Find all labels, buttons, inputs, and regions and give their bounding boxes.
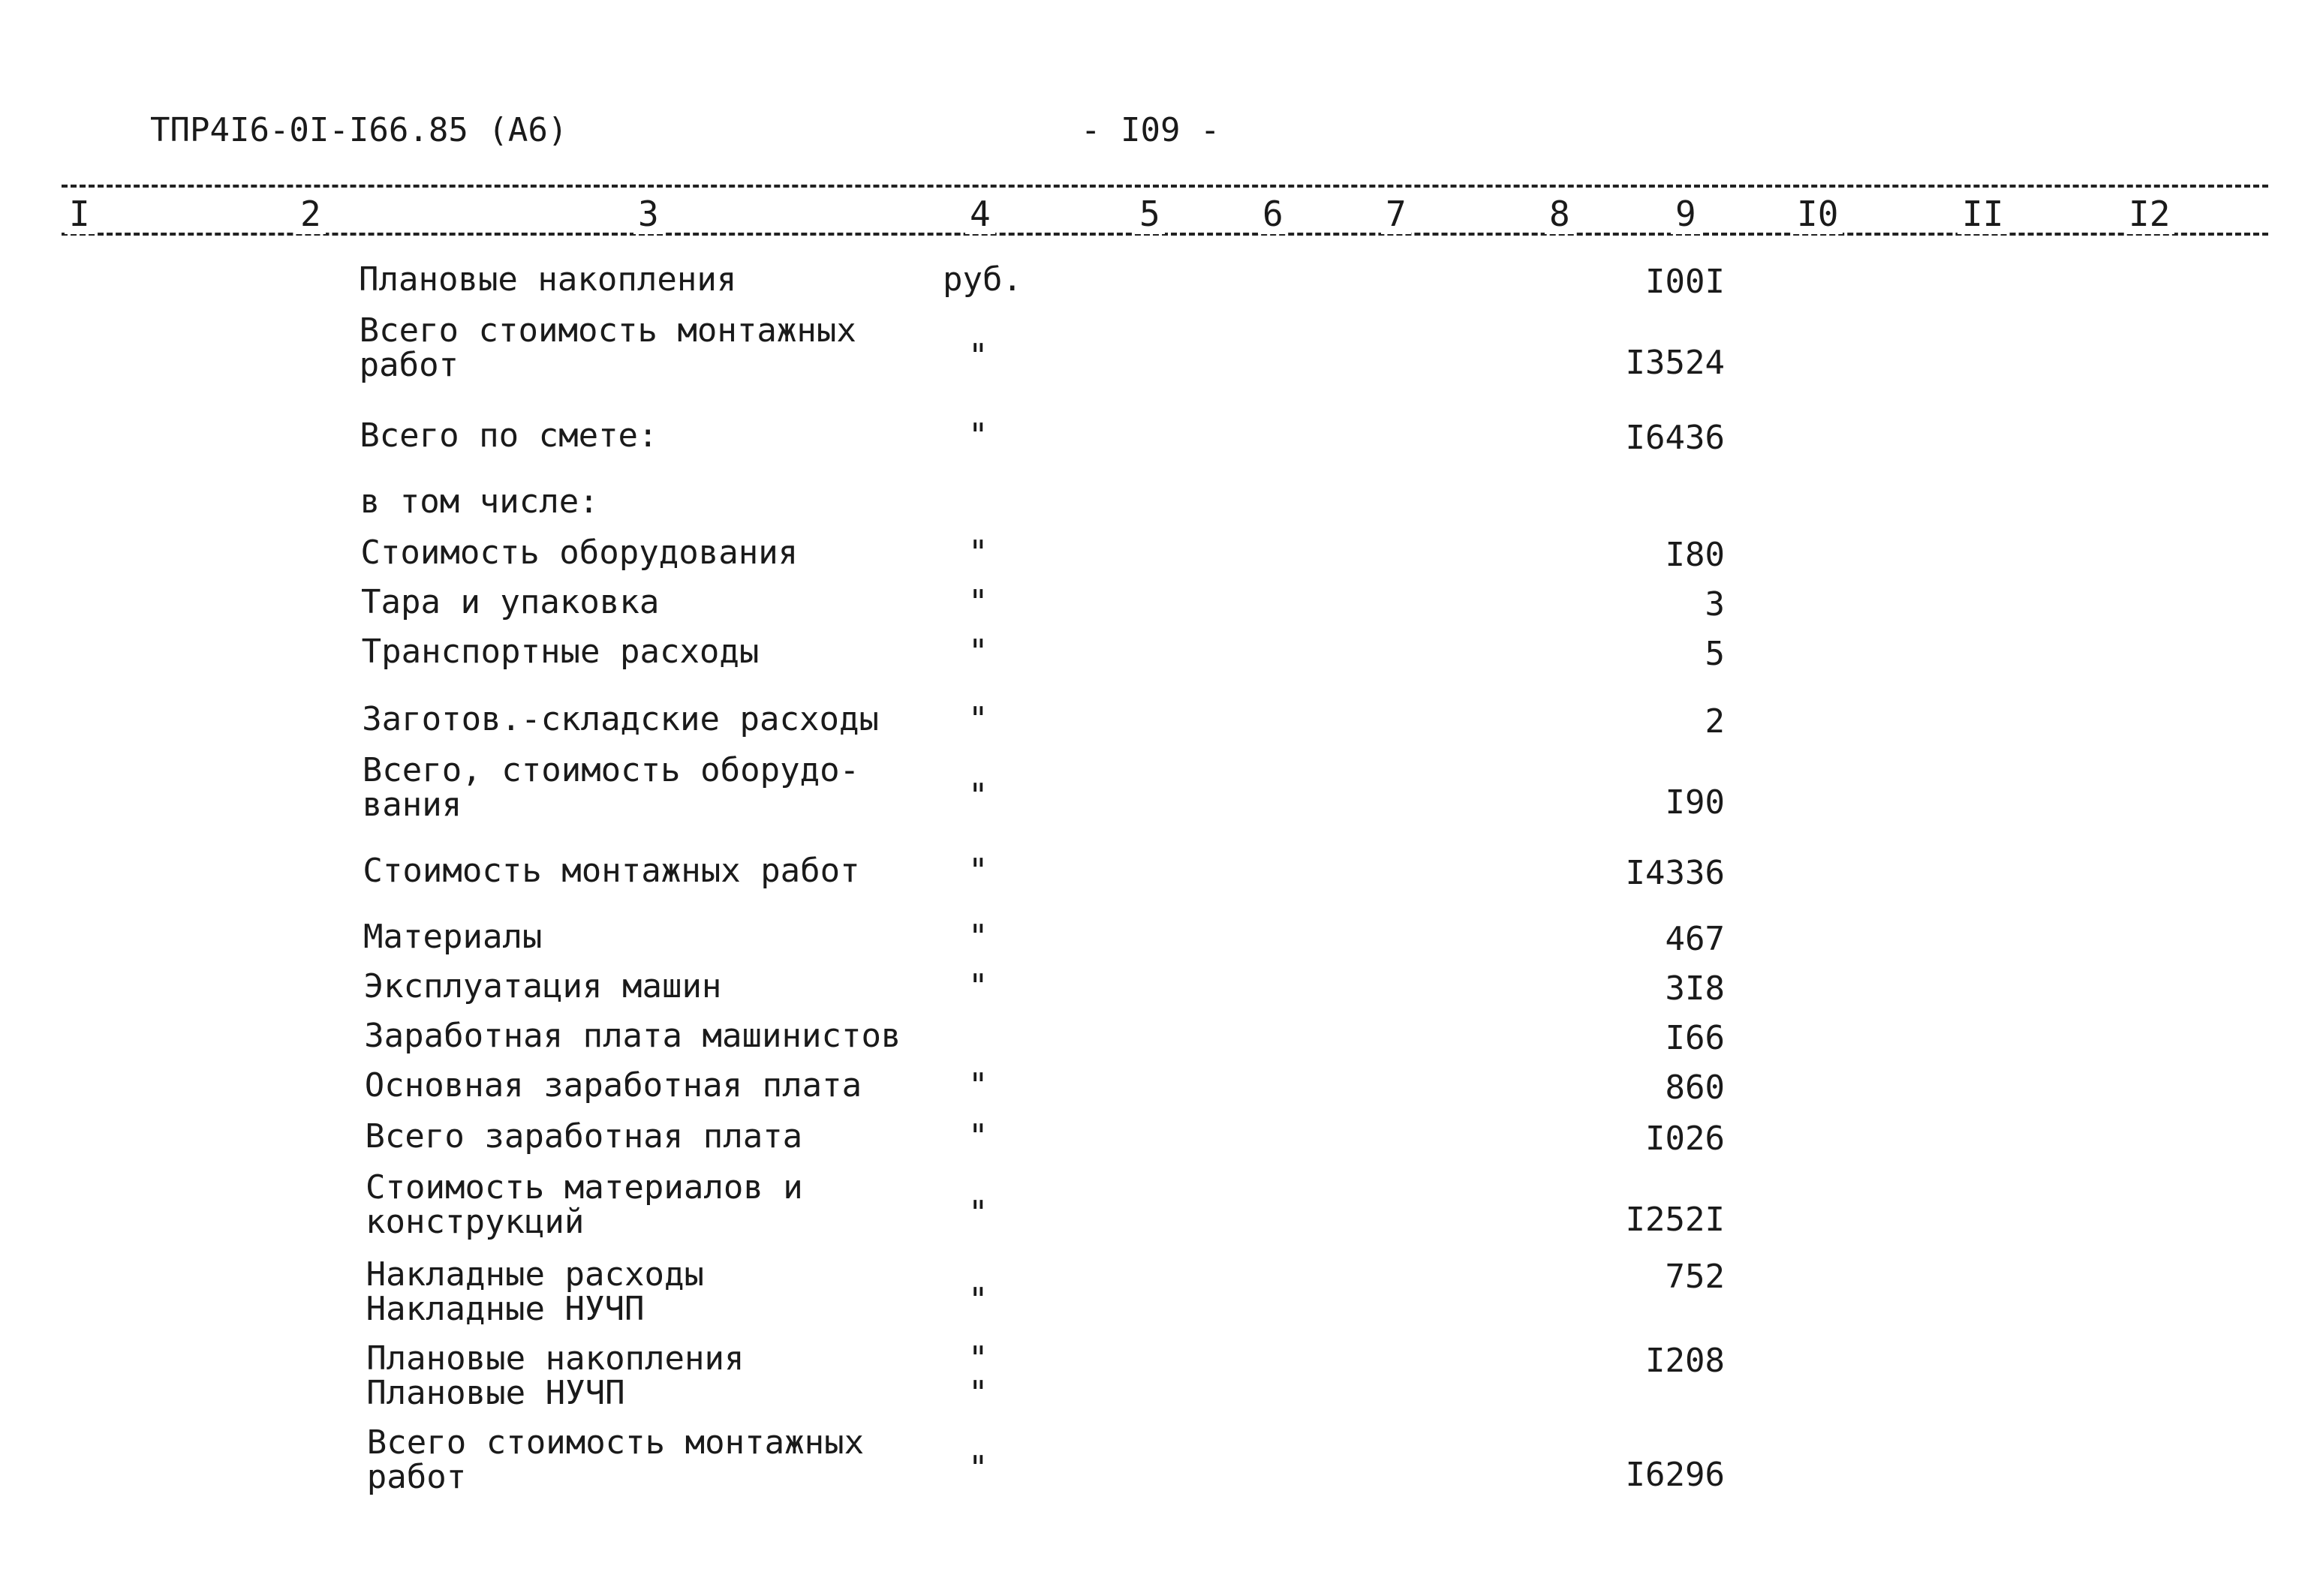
column-number: 5 bbox=[1135, 194, 1165, 234]
row-value: 3I8 bbox=[1665, 969, 1725, 1008]
row-value: I66 bbox=[1665, 1019, 1725, 1057]
header-dashed-rule-top bbox=[62, 185, 2268, 188]
row-unit: " bbox=[968, 1449, 989, 1487]
page-number: - I09 - bbox=[1081, 111, 1220, 149]
row-unit: " bbox=[968, 337, 989, 375]
row-unit: " bbox=[968, 416, 989, 455]
column-number: 3 bbox=[633, 194, 664, 234]
column-number: I0 bbox=[1792, 194, 1843, 234]
row-unit: " bbox=[968, 1066, 989, 1105]
row-unit: " bbox=[968, 777, 989, 815]
row-label: Всего, стоимость оборудо- вания bbox=[362, 751, 860, 824]
row-unit: " bbox=[968, 534, 989, 572]
row-label: Всего стоимость монтажных работ bbox=[366, 1423, 865, 1496]
row-unit: " bbox=[968, 633, 989, 671]
column-number: II bbox=[1957, 194, 2008, 234]
row-label: Всего заработная плата bbox=[365, 1117, 803, 1156]
row-label: Эксплуатация машин bbox=[363, 967, 722, 1005]
row-label: Материалы bbox=[363, 918, 543, 956]
row-value: I00I bbox=[1645, 263, 1725, 301]
row-value: I90 bbox=[1665, 783, 1725, 822]
row-label: Всего по смете: bbox=[360, 416, 658, 455]
row-label: Тара и упаковка bbox=[361, 583, 660, 621]
row-value: I026 bbox=[1645, 1120, 1725, 1158]
row-value: 5 bbox=[1705, 635, 1725, 673]
header-dashed-rule-bottom bbox=[62, 233, 2268, 236]
column-number: 9 bbox=[1671, 194, 1701, 234]
row-unit: " bbox=[968, 967, 989, 1005]
row-label: Основная заработная плата bbox=[364, 1066, 862, 1105]
row-label: в том числе: bbox=[360, 482, 599, 521]
column-number: I bbox=[65, 194, 95, 234]
row-label: Стоимость монтажных работ bbox=[363, 852, 860, 890]
row-unit: " bbox=[968, 852, 989, 890]
row-value: I6296 bbox=[1625, 1456, 1725, 1494]
row-value: I80 bbox=[1665, 536, 1725, 574]
row-value: 2 bbox=[1705, 702, 1725, 741]
row-value: I4336 bbox=[1625, 854, 1725, 892]
row-value: I208 bbox=[1645, 1342, 1725, 1380]
row-label: Накладные расходы Накладные НУЧП bbox=[366, 1255, 704, 1328]
column-number: 8 bbox=[1545, 194, 1575, 234]
row-unit: " bbox=[968, 918, 989, 956]
row-value: I3524 bbox=[1625, 344, 1725, 382]
row-unit: " bbox=[968, 1194, 989, 1232]
column-number: 6 bbox=[1258, 194, 1288, 234]
row-label: Заработная плата машинистов bbox=[364, 1017, 901, 1055]
document-code: ТПР4I6-0I-I66.85 (А6) bbox=[150, 111, 568, 149]
row-label: Всего стоимость монтажных работ bbox=[359, 311, 856, 384]
column-number: 2 bbox=[296, 194, 326, 234]
row-label: Стоимость материалов и конструкций bbox=[366, 1168, 803, 1241]
row-label: Стоимость оборудования bbox=[360, 534, 799, 572]
row-unit: " bbox=[968, 700, 989, 738]
row-value: 752 bbox=[1665, 1258, 1725, 1296]
column-number: I2 bbox=[2124, 194, 2174, 234]
row-unit: руб. bbox=[943, 260, 1022, 299]
row-unit: " bbox=[968, 1117, 989, 1156]
row-label: Плановые накопления Плановые НУЧП bbox=[366, 1339, 745, 1412]
row-value: I252I bbox=[1625, 1201, 1725, 1239]
row-unit: " " bbox=[968, 1339, 989, 1412]
row-label: Заготов.-складские расходы bbox=[362, 700, 879, 738]
row-value: I64З6 bbox=[1625, 419, 1725, 457]
row-label: Транспортные расходы bbox=[361, 633, 760, 671]
row-value: 3 bbox=[1705, 585, 1725, 624]
row-value: 860 bbox=[1665, 1069, 1725, 1107]
column-number: 7 bbox=[1381, 194, 1411, 234]
row-value: 467 bbox=[1665, 920, 1725, 958]
row-unit: " bbox=[968, 1281, 989, 1319]
row-label: Плановые накопления bbox=[359, 260, 737, 299]
row-unit: " bbox=[968, 583, 989, 621]
column-number: 4 bbox=[965, 194, 995, 234]
